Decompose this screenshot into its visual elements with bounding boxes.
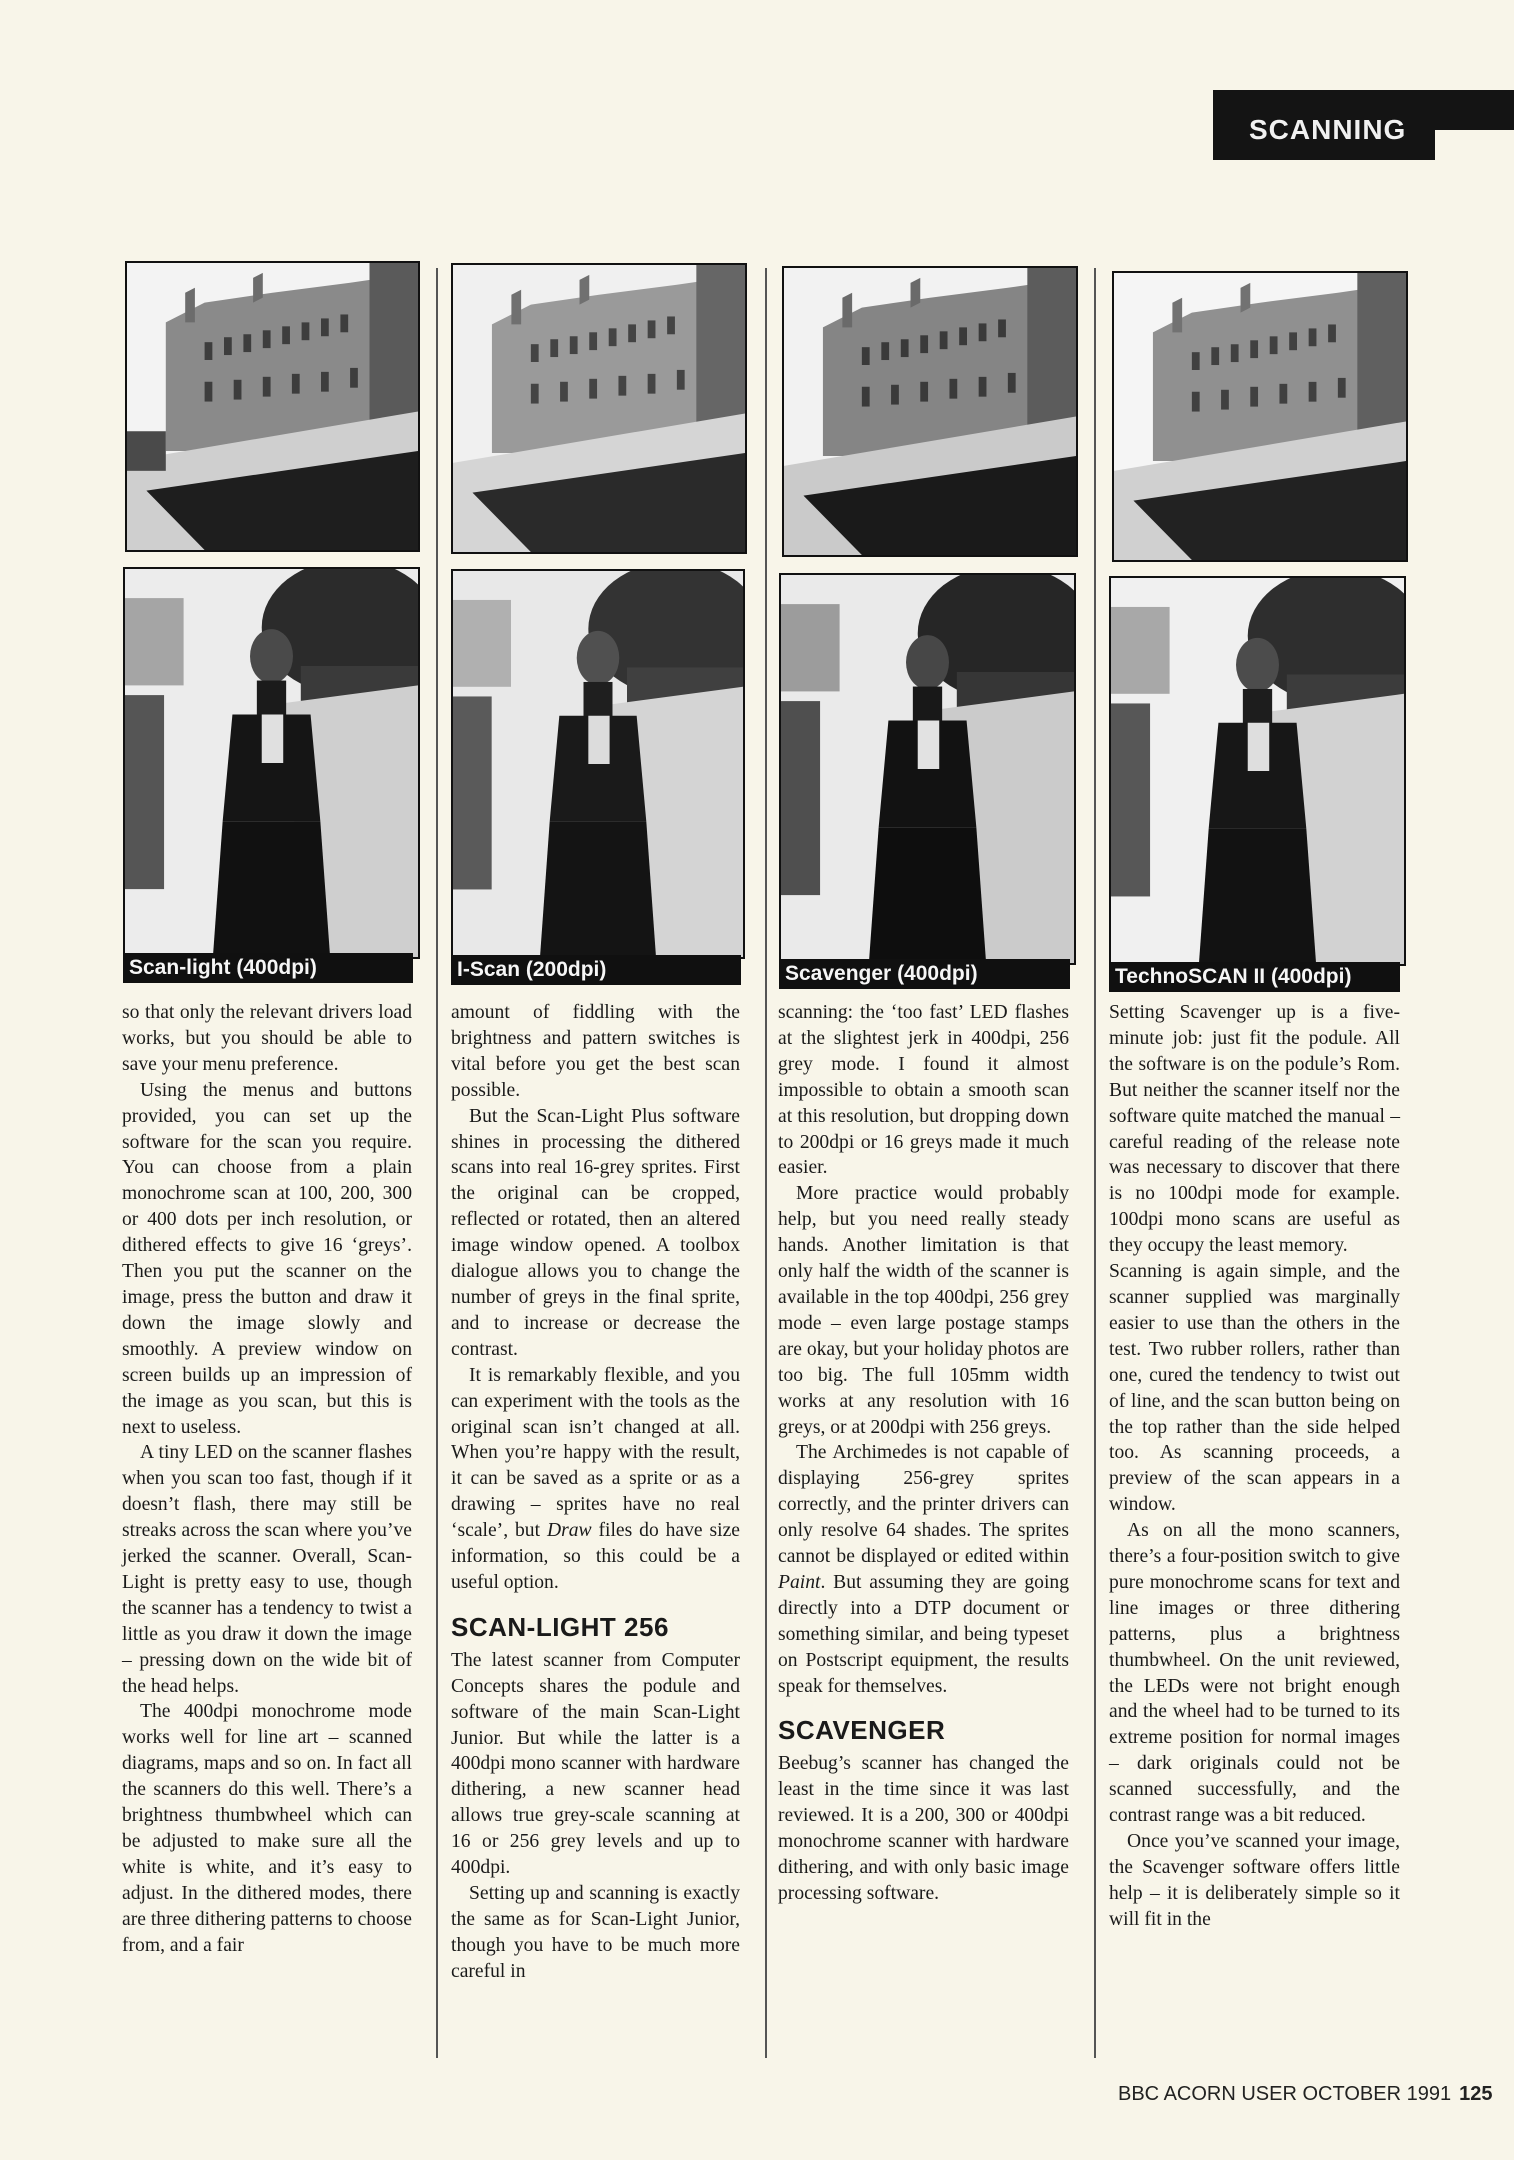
text-column-3 <box>778 1000 1069 1907</box>
text-column-4 <box>1109 1000 1400 1933</box>
column-rule <box>436 268 438 2058</box>
paragraph: Scanning is again simple, and the scanner supplied was marginally easier to use than the others in the test. Two rubber rollers, rather than one, cured the tendency to twist out of line, and the scan button being on the top rather than the side helped too. As scanning proceeds, a preview of the scan appears in a window. <box>1109 1261 1400 1516</box>
portrait-photo-technoscan <box>1109 576 1406 966</box>
paragraph: The 400dpi monochrome mode works well for line art – scanned diagrams, maps and so on. In fact all the scanners do this well. There’s a brightness thumbwheel which can be adjusted to make sure all the white is white, and it’s easy to adjust. In the dithered modes, there are three dithering patterns to choose from, and a fair <box>122 1701 412 1956</box>
portrait-photo-scavenger <box>779 573 1076 965</box>
paragraph: so that only the relevant drivers load works, but you should be able to save your menu preference. <box>122 1002 412 1075</box>
portrait-photo-iscan <box>451 569 745 959</box>
paragraph: As on all the mono scanners, there’s a four-position switch to give pure monochrome scans for text and line images or three dithering patterns, plus a brightness thumbwheel. On the unit reviewed, the LEDs were not bright enough and the wheel had to be turned to its extreme position for normal images – dark originals could not be scanned successfully, and the contrast range was a bit reduced. <box>1109 1520 1400 1827</box>
portrait-photo-scanlight <box>123 567 420 959</box>
page-number: 125 <box>1459 2083 1493 2105</box>
section-heading: SCAN-LIGHT 256 <box>451 1611 669 1642</box>
paragraph: Once you’ve scanned your image, the Scavenger software offers little help – it is deliberately simple so it will fit in the <box>1109 1831 1400 1930</box>
street-photo-iscan <box>451 263 747 554</box>
page-footer <box>1118 2083 1492 2106</box>
paragraph: Beebug’s scanner has changed the least in the time since it was last reviewed. It is a 200, 300 or 400dpi monochrome scanner with hardware dithering, and with only basic image processing software. <box>778 1753 1069 1904</box>
caption-technoscan: TechnoSCAN II (400dpi) <box>1109 962 1400 992</box>
caption-scanlight: Scan-light (400dpi) <box>123 953 413 983</box>
paragraph: amount of fiddling with the brightness and pattern switches is vital before you get the best scan possible. <box>451 1002 740 1101</box>
column-rule <box>765 268 767 2058</box>
caption-scavenger: Scavenger (400dpi) <box>779 959 1070 989</box>
paragraph: It is remarkably flexible, and you can experiment with the tools as the original scan isn’t changed at all. When you’re happy with the result, it can be saved as a sprite or as a drawing – sprites have no real ‘scale’, but Draw files do have size information, so this could be a useful option. <box>451 1364 740 1593</box>
paragraph: scanning: the ‘too fast’ LED flashes at the slightest jerk in 400dpi, 256 grey mode. I found it almost impossible to obtain a smooth scan at this resolution, but dropping down to 200dpi or 16 greys made it much easier. <box>778 1002 1069 1179</box>
caption-iscan: I-Scan (200dpi) <box>451 955 741 985</box>
paragraph: Setting up and scanning is exactly the same as for Scan-Light Junior, though you have to be much more careful in <box>451 1883 740 1982</box>
section-heading: SCAVENGER <box>778 1715 946 1746</box>
paragraph: The Archimedes is not capable of displaying 256-grey sprites correctly, and the printer drivers can only resolve 64 shades. The sprites cannot be displayed or edited within Paint. But assuming they are going directly into a DTP document or something similar, and being typeset on Postscript equipment, the results speak for themselves. <box>778 1442 1069 1697</box>
paragraph: Setting Scavenger up is a five-minute job: just fit the podule. All the software is on the podule’s Rom. But neither the scanner itself nor the software quite matched the manual – careful reading of the release note was necessary to discover that there is no 100dpi mode for example. 100dpi mono scans are useful as they occupy the least memory. <box>1109 1002 1400 1257</box>
section-label: SCANNING <box>1249 114 1407 145</box>
paragraph: Using the menus and buttons provided, you can set up the software for the scan you require. You can choose from a plain monochrome scan at 100, 200, 300 or 400 dots per inch resolution, or dithered effects to give 16 ‘greys’. Then you put the scanner on the image, press the button and draw it down the image slowly and smoothly. A preview window on screen builds up an impression of the image as you scan, but this is next to useless. <box>122 1079 412 1438</box>
paragraph: A tiny LED on the scanner flashes when you scan too fast, though if it doesn’t flash, there may still be streaks across the scan where you’ve jerked the scanner. Overall, Scan-Light is pretty easy to use, though the scanner has a tendency to twist a little as you draw it down the image – pressing down on the wide bit of the head helps. <box>122 1442 412 1697</box>
paragraph: The latest scanner from Computer Concepts shares the podule and software of the main Scan-Light Junior. But while the latter is a 400dpi mono scanner with hardware dithering, a new scanner head allows true grey-scale scanning at 16 or 256 grey levels and up to 400dpi. <box>451 1649 740 1879</box>
tab-cutout <box>1435 130 1514 160</box>
paragraph: More practice would probably help, but you need really steady hands. Another limitation is that only half the width of the scanner is available in the top 400dpi, 256 grey mode – even large postage stamps are okay, but your holiday photos are too big. The full 105mm width works at any resolution with 16 greys, or at 200dpi with 256 greys. <box>778 1183 1069 1438</box>
text-column-2 <box>451 1000 740 1985</box>
street-photo-scavenger <box>782 266 1078 557</box>
street-photo-technoscan <box>1112 271 1408 562</box>
street-photo-scanlight <box>125 261 420 552</box>
text-column-1 <box>122 1000 412 1959</box>
column-rule <box>1094 268 1096 2058</box>
publication-name: BBC ACORN USER OCTOBER 1991 <box>1118 2083 1452 2105</box>
section-tab <box>1213 90 1514 160</box>
paragraph: But the Scan-Light Plus software shines in processing the dithered scans into real 16-grey sprites. First the original can be cropped, reflected or rotated, then an altered image window opened. A toolbox dialogue allows you to change the number of greys in the final sprite, and to increase or decrease the contrast. <box>451 1105 740 1360</box>
